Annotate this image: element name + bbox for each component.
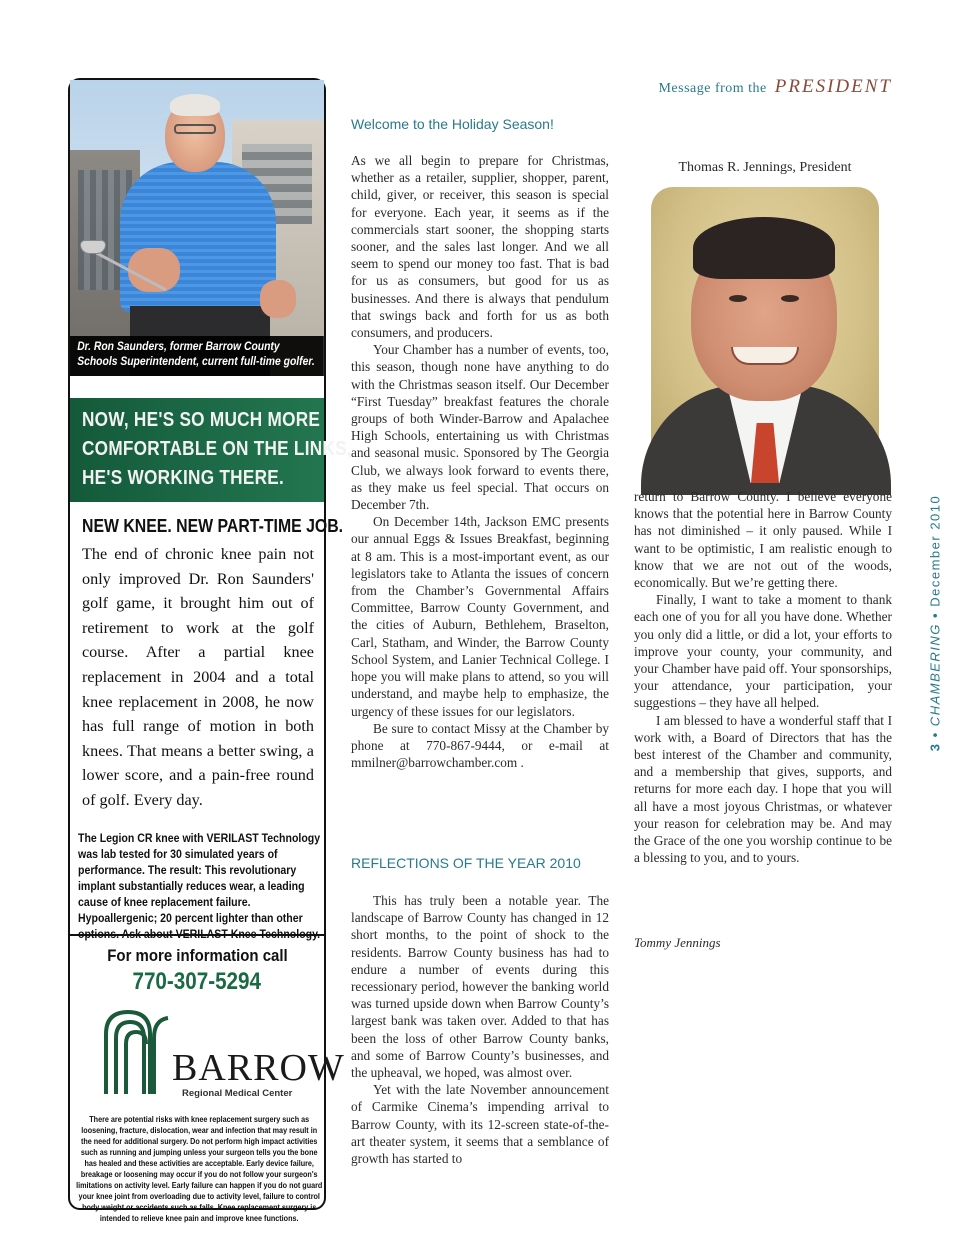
- headline-line: HE'S WORKING THERE.: [82, 467, 285, 489]
- golfer-hair: [170, 94, 220, 116]
- portrait-smile: [731, 347, 799, 365]
- header-title: PRESIDENT: [774, 76, 892, 97]
- paragraph: This has truly been a notable year. The landscape of Barrow County has changed in 12 short months, to the point of shock to the residents. Barrow County business has had to endure a number of events during this recessionary period, however the banking world was turned upside down when Barrow County’s largest bank was taken over. Added to that has been the loss of other Barrow County banks, and some of Barrow County’s businesses, and the upheaval, we hoped, was almost over.: [351, 893, 609, 1081]
- president-portrait: [651, 187, 879, 471]
- signature: Tommy Jennings: [634, 935, 721, 950]
- golf-club-head: [80, 240, 106, 254]
- logo-name: BARROW: [172, 1047, 345, 1089]
- barrow-logo: [98, 1004, 345, 1104]
- heading-reflections: REFLECTIONS OF THE YEAR 2010: [351, 855, 581, 871]
- ad-fine-print: The Legion CR knee with VERILAST Technology was lab tested for 30 simulated years of performance. The result: This revolutionary implant substantially reduces wear, a leading cause of knee replacement failure. Hypoallergenic; 20 percent lighter than other: [78, 831, 321, 925]
- golfer-glasses: [174, 124, 216, 134]
- ad-disclaimer: There are potential risks with knee replacement surgery such as loosening, fracture, dislocation, wear and infection that may result in the need for additional surgery. Do not perform high impact activities such as running and jumping unless your surgeon tells you the bone has healed and these activities are acceptable. Early device failure, breakage or loosening may occur if you do not follow your surgeon's limitations on activity level. Early failure can happen if you do not guard your knee joint from overloading due to activity level, failure to control body weight or accidents such as falls. Knee replacement surgery is intended to relieve knee pain and improve knee functions.: [76, 1115, 323, 1223]
- ad-headline: [70, 398, 352, 502]
- paragraph: Finally, I want to take a moment to thank each one of you for all you have done. Whether you only did a little, or did a lot, your efforts to improve your county, your community, and your Chamber have paid off. Your sponsorships, your attendance, your participation, your suggestions – they have all helped.: [634, 592, 892, 711]
- headline-line: COMFORTABLE ON THE LINKS,: [82, 438, 352, 460]
- paragraph: I am blessed to have a wonderful staff that I work with, a Board of Directors that has the best interest of the Chamber and community, and a membership that gives, supports, and returns for more each day. I hope that you will all have a most joyous Christmas, or whatever your reason for celebration may be. And may the Grace of the one you worship continue to be a blessing to you, and to yours.: [634, 712, 892, 866]
- paragraph: return to Barrow County. I believe everyone knows that the potential here in Barrow County has not diminished – it only paused. While I want to be optimistic, I am realistic enough to know that we are not out of the woods, economically. But we’re getting there.: [634, 489, 892, 591]
- ad-body: The end of chronic knee pain not only improved Dr. Ron Saunders' golf game, it brought him out of retirement to work at the golf course. After a partial knee replacement in 2004 and a total knee replacement in 2008, he now has full range of motion in both knees. That means a better swing, a lower score, and a pain-free round of golf. Every day.: [82, 545, 314, 809]
- info-phone: 770-307-5294: [132, 968, 262, 995]
- ad-divider: [70, 934, 324, 936]
- header-lead: Message from the: [658, 81, 767, 96]
- portrait-caption: Thomas R. Jennings, President: [678, 160, 852, 175]
- paragraph: As we all begin to prepare for Christmas, whether as a retailer, supplier, shopper, parent, child, giver, or receiver, this season is special for everyone. Each year, it seems as if the commercials start sooner, the shopping starts sooner, and the sales last longer. And we all seem to spend our money too fast. That is bad for us as consumers, but good for us as businesses. And there is always that pendulum that swings back and forth for us as both consumers, and producers.: [351, 153, 609, 341]
- portrait-hair: [693, 217, 835, 279]
- publication-name: CHAMBERING: [927, 622, 943, 726]
- ad-photo: [70, 80, 324, 376]
- paragraph: Be sure to contact Missy at the Chamber by phone at 770-867-9444, or e-mail at mmilner@barrowchamber.com .: [351, 720, 609, 771]
- logo-subtitle: Regional Medical Center: [182, 1088, 293, 1099]
- paragraph: On December 14th, Jackson EMC presents our annual Eggs & Issues Breakfast, beginning at 8 am. This is a most-important event, as our legislators take to Atlanta the issues of concern from the Chamber’s Governmental Affairs Committee, Barrow County Government, and the cities of Auburn, Bethlehem, Braselton, Carl, Statham, and Winder, the Barrow County School System, and Lanier Technical College. I hope you will make plans to attend, so you will understand, and maybe help to emphasize, the urgency of these issues for our legislators.: [351, 514, 609, 719]
- hospital-advertisement: [68, 78, 352, 1223]
- info-label: For more information call: [106, 946, 288, 965]
- golfer-hand: [260, 280, 296, 318]
- article-column-1b: [351, 892, 609, 1167]
- article-column-2: [634, 488, 892, 866]
- headline-line: NOW, HE'S SO MUCH MORE: [82, 409, 321, 431]
- page-header: [658, 76, 892, 98]
- ad-subhead: NEW KNEE. NEW PART-TIME JOB.: [82, 516, 344, 536]
- paragraph: Yet with the late November announcement of Carmike Cinema’s impending arrival to Barrow County, with its 12-screen state-of-the-art theater system, it seems that a semblance of growth has started to: [351, 1082, 609, 1167]
- photo-caption: Dr. Ron Saunders, former Barrow County Schools Superintendent, current full-time golfer.: [70, 336, 324, 376]
- issue-date: December 2010: [927, 494, 943, 607]
- paragraph: Your Chamber has a number of events, too, this season, though none have anything to do with the Christmas season itself. Our December “First Tuesday” breakfast features the chorale groups of both Winder-Barrow and Apalachee High Schools, entertaining us with Christmas and seasonal music. Sponsored by The Georgia Club, we always look forward to events there, as they make us feel special. That occurs on December 7th.: [351, 342, 609, 513]
- heading-welcome: Welcome to the Holiday Season!: [351, 116, 554, 132]
- article-column-1: [351, 152, 609, 771]
- page-number: 3: [927, 742, 943, 751]
- side-folio: 3 • CHAMBERING • December 2010: [927, 494, 943, 751]
